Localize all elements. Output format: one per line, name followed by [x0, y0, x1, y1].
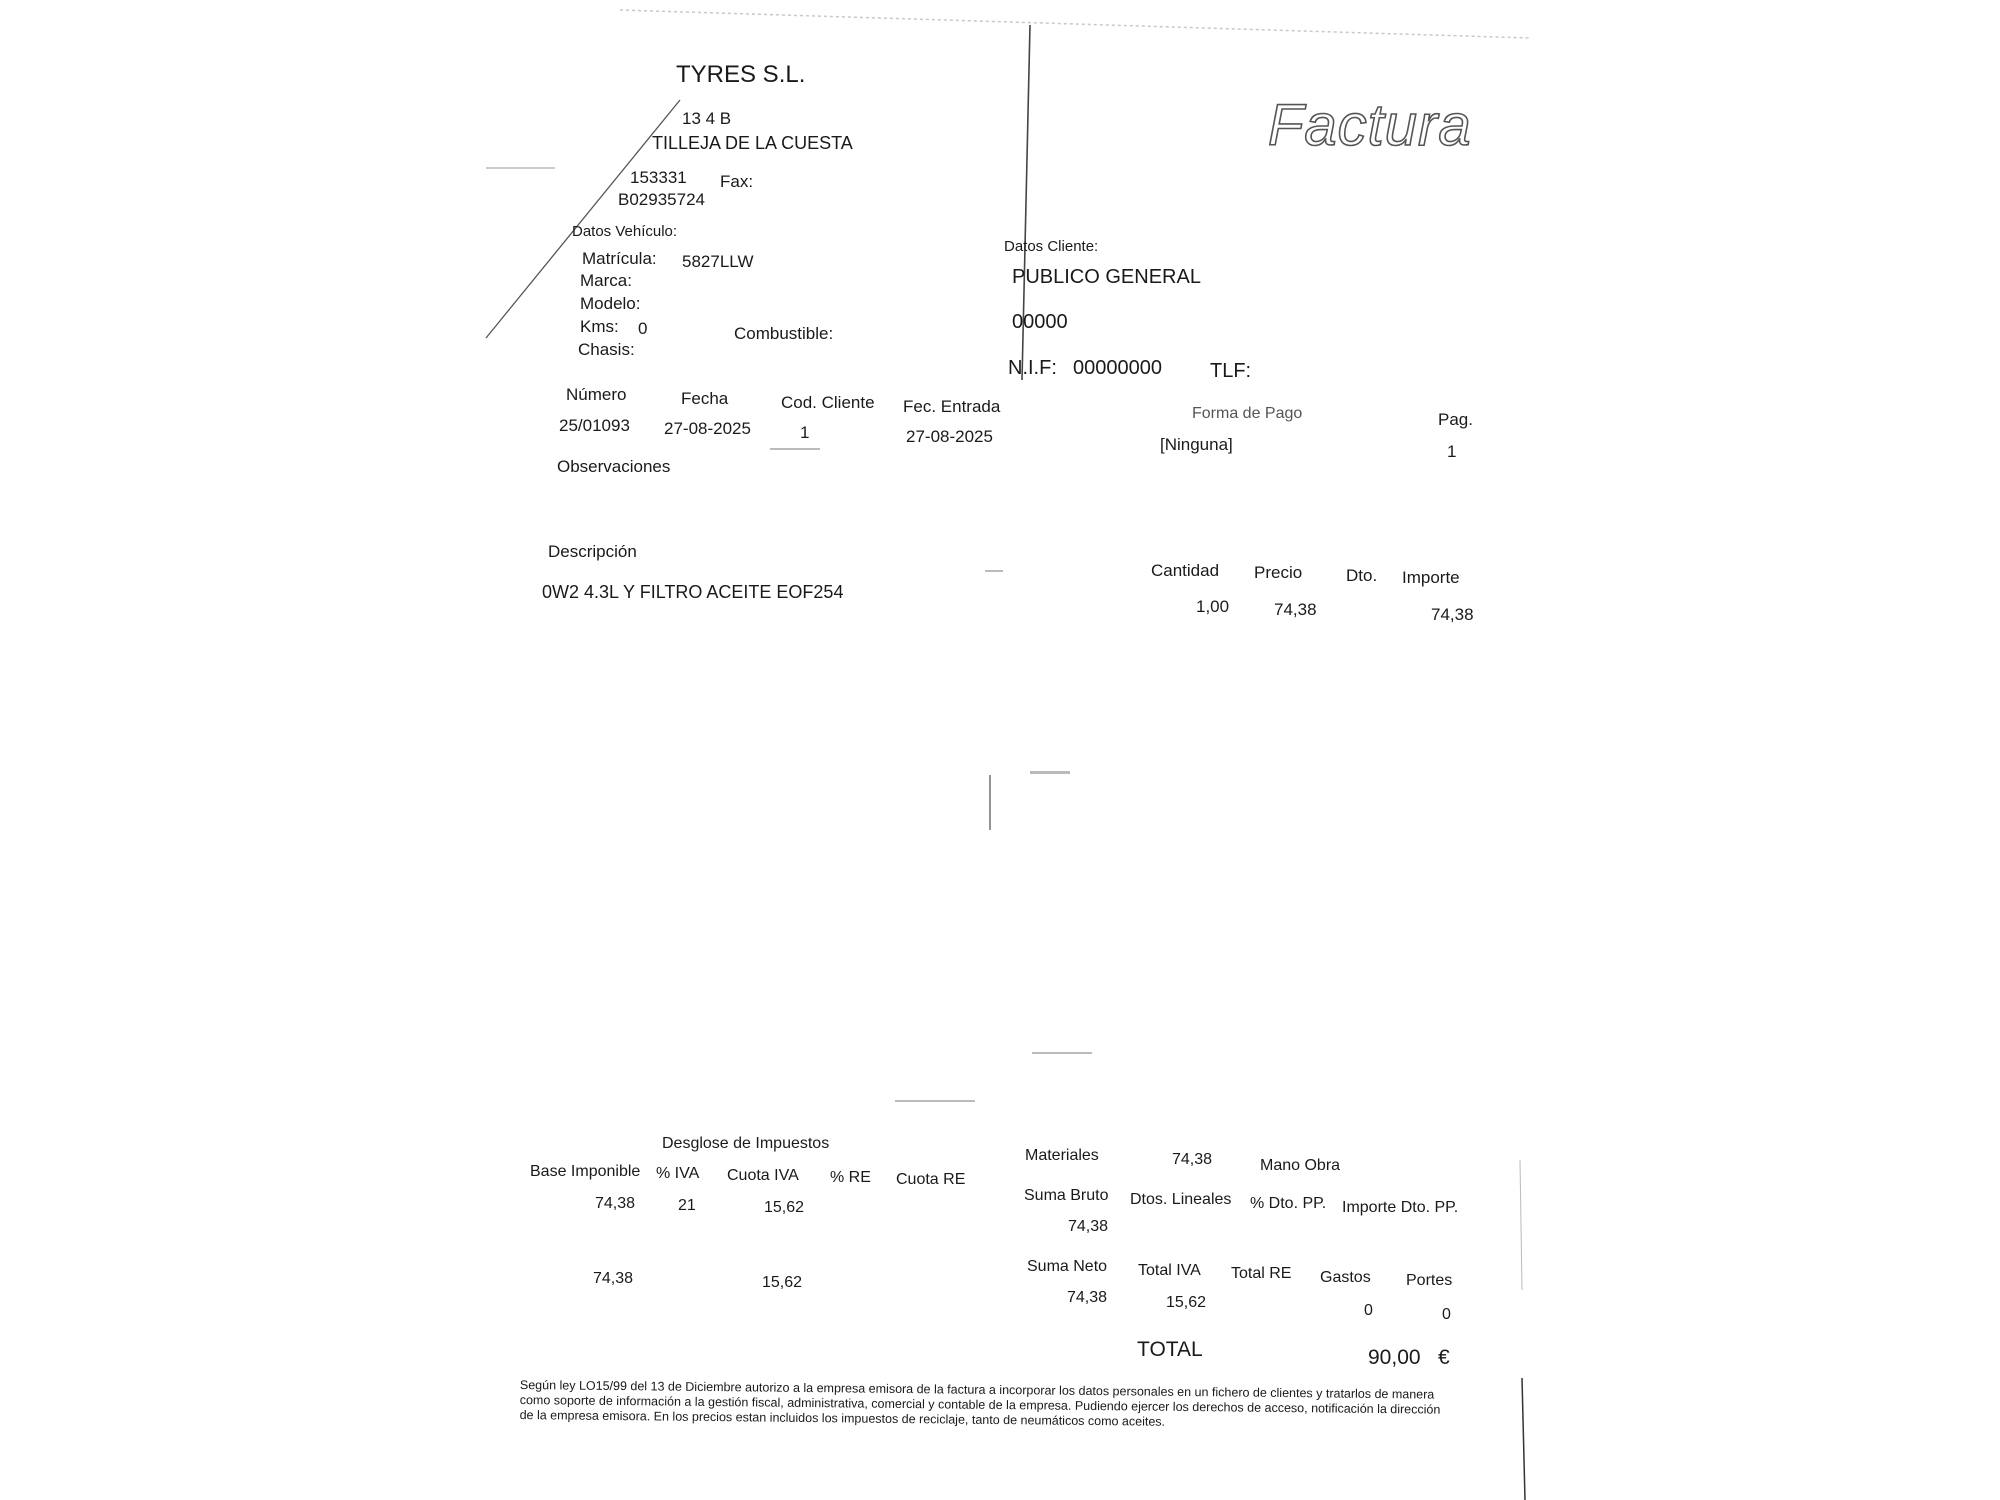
pag-label: Pag.: [1438, 410, 1473, 429]
summary-gastos-label: Gastos: [1320, 1269, 1371, 1286]
forma-pago-label: Forma de Pago: [1192, 405, 1303, 422]
numero-label: Número: [566, 385, 627, 404]
observaciones-label: Observaciones: [557, 457, 671, 476]
summary-materiales-label: Materiales: [1025, 1147, 1099, 1164]
scan-speck: [1032, 1052, 1092, 1054]
summary-suma-neto-value: 74,38: [1067, 1289, 1108, 1306]
summary-suma-neto-label: Suma Neto: [1027, 1258, 1108, 1275]
taxes-header-cuota-iva: Cuota IVA: [727, 1167, 799, 1184]
line-descripcion: 0W2 4.3L Y FILTRO ACEITE EOF254: [542, 582, 844, 602]
summary-suma-bruto-label: Suma Bruto: [1024, 1187, 1109, 1204]
summary-dtos-lineales-label: Dtos. Lineales: [1130, 1191, 1232, 1208]
vehicle-combustible-label: Combustible:: [734, 324, 834, 343]
vehicle-chasis-label: Chasis:: [578, 340, 635, 359]
company-cif: B02935724: [618, 190, 705, 209]
forma-pago-value: [Ninguna]: [1160, 435, 1233, 454]
summary-total-label: TOTAL: [1137, 1338, 1203, 1361]
client-nif-label: N.I.F:: [1008, 357, 1057, 379]
summary-mano-obra-label: Mano Obra: [1260, 1157, 1341, 1174]
taxes-header-pct-iva: % IVA: [656, 1165, 700, 1182]
cod-cliente-value: 1: [800, 423, 810, 442]
fecha-label: Fecha: [681, 389, 729, 408]
fec-entrada-value: 27-08-2025: [906, 427, 993, 446]
summary-total-re-label: Total RE: [1231, 1265, 1292, 1282]
client-section-label: Datos Cliente:: [1004, 238, 1099, 255]
tax-total-base: 74,38: [593, 1270, 634, 1287]
summary-total-iva-value: 15,62: [1166, 1294, 1207, 1311]
vehicle-modelo-label: Modelo:: [580, 294, 641, 313]
summary-portes-value: 0: [1442, 1306, 1451, 1323]
tax-base: 74,38: [595, 1195, 636, 1212]
company-address-line2: TILLEJA DE LA CUESTA: [652, 133, 853, 153]
vehicle-matricula-label: Matrícula:: [582, 249, 657, 268]
scan-speck: [985, 570, 1003, 572]
lines-header-dto: Dto.: [1346, 566, 1378, 585]
lines-header-precio: Precio: [1254, 563, 1303, 582]
fecha-value: 27-08-2025: [664, 419, 751, 438]
client-tlf-label: TLF:: [1210, 360, 1252, 382]
lines-header-cantidad: Cantidad: [1151, 561, 1220, 580]
client-code: 00000: [1012, 311, 1068, 333]
summary-gastos-value: 0: [1364, 1302, 1373, 1319]
tax-cuota-iva: 15,62: [764, 1199, 805, 1216]
scan-speck: [895, 1100, 975, 1102]
cod-cliente-label: Cod. Cliente: [781, 393, 875, 412]
document-title: Factura: [1268, 93, 1472, 158]
vehicle-kms-value: 0: [638, 319, 648, 338]
company-fax-label: Fax:: [720, 172, 754, 191]
summary-importe-dto-pp-label: Importe Dto. PP.: [1342, 1199, 1459, 1216]
client-nif-value: 00000000: [1073, 357, 1162, 379]
scan-speck: [1030, 771, 1070, 774]
taxes-header-base: Base Imponible: [530, 1163, 641, 1180]
summary-pct-dto-pp-label: % Dto. PP.: [1250, 1195, 1327, 1212]
vehicle-marca-label: Marca:: [580, 271, 632, 290]
company-name: TYRES S.L.: [676, 61, 806, 88]
vehicle-matricula-value: 5827LLW: [682, 252, 754, 271]
tax-pct-iva: 21: [678, 1197, 696, 1214]
summary-materiales-value: 74,38: [1172, 1151, 1213, 1168]
summary-portes-label: Portes: [1406, 1272, 1453, 1289]
line-precio: 74,38: [1274, 600, 1317, 619]
line-cantidad: 1,00: [1196, 597, 1230, 616]
company-address-line1: 13 4 B: [682, 109, 732, 128]
tax-total-cuota-iva: 15,62: [762, 1274, 803, 1291]
client-name: PUBLICO GENERAL: [1012, 266, 1201, 288]
summary-total-value: 90,00: [1368, 1346, 1421, 1369]
summary-total-iva-label: Total IVA: [1138, 1262, 1201, 1279]
lines-header-importe: Importe: [1402, 568, 1460, 587]
taxes-header-cuota-re: Cuota RE: [896, 1171, 966, 1188]
fec-entrada-label: Fec. Entrada: [903, 397, 1001, 416]
legal-notice: Según ley LO15/99 del 13 de Diciembre autorizo a la empresa emisora de la factura a incorporar los datos personales en un fichero de clientes y tratarlos de manera como soporte de información a la gestión fiscal, administrativa, comercial y contable de la empresa. Pudiendo ejercer los derechos de acceso, notificación la dirección de la empresa emisora. En los precios estan incluidos los impuestos de reciclaje, tanto de neumáticos como aceites.: [519, 1378, 1441, 1429]
taxes-header-pct-re: % RE: [830, 1169, 871, 1186]
pag-value: 1: [1447, 442, 1457, 461]
lines-header-descripcion: Descripción: [548, 542, 637, 561]
line-importe: 74,38: [1431, 605, 1474, 624]
numero-value: 25/01093: [559, 416, 630, 435]
summary-suma-bruto-value: 74,38: [1068, 1218, 1109, 1235]
vehicle-kms-label: Kms:: [580, 317, 619, 336]
scan-speck: [770, 448, 820, 450]
taxes-title: Desglose de Impuestos: [662, 1135, 830, 1152]
summary-currency: €: [1438, 1346, 1450, 1369]
vehicle-section-label: Datos Vehículo:: [572, 223, 678, 240]
company-phone: 153331: [630, 168, 687, 187]
